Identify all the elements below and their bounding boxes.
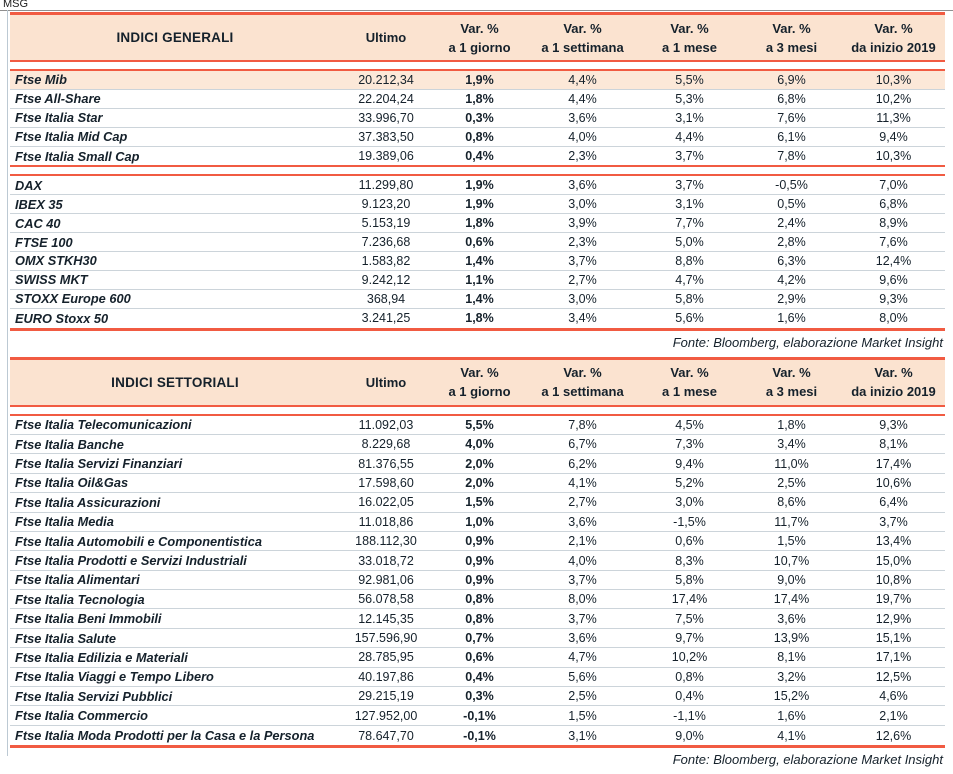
var-1w-value: 8,0%	[568, 592, 597, 607]
window-title: MSG	[3, 0, 31, 10]
table-indici-generali	[10, 12, 945, 331]
table-row	[10, 493, 945, 512]
var-ytd-value: 8,1%	[879, 437, 908, 452]
var-ytd-value: 12,9%	[875, 611, 912, 626]
var-3m-value: 6,9%	[777, 72, 806, 87]
index-name: Ftse Italia Servizi Pubblici	[15, 688, 173, 704]
index-name: OMX STKH30	[15, 253, 97, 269]
ultimo-value: 78.647,70	[358, 728, 414, 743]
var-3m-value: 1,6%	[777, 311, 806, 326]
index-name: Ftse Italia Mid Cap	[15, 129, 128, 145]
var-3m-value: 0,5%	[777, 197, 806, 212]
index-name: Ftse Mib	[15, 72, 67, 88]
index-name: Ftse Italia Servizi Finanziari	[15, 456, 183, 472]
var-1g-value: 0,3%	[465, 689, 494, 704]
ultimo-value: 127.952,00	[354, 708, 418, 723]
var-1m-value: 5,8%	[675, 572, 704, 587]
ultimo-value: 17.598,60	[358, 475, 414, 490]
var-1w-value: 2,3%	[568, 149, 597, 163]
var-1w-value: 4,4%	[568, 91, 597, 106]
var-3m-value: -0,5%	[775, 178, 808, 193]
var-3m-value: 1,6%	[777, 708, 806, 723]
var-ytd-value: 15,0%	[875, 553, 912, 568]
var-1m-value: 3,7%	[675, 178, 704, 193]
index-name: Ftse Italia Alimentari	[15, 572, 140, 588]
var-1m-value: 5,6%	[675, 311, 704, 326]
table-row	[10, 128, 945, 147]
var-3m-value: 1,8%	[777, 417, 806, 432]
table-row	[10, 609, 945, 628]
index-name: Ftse Italia Media	[15, 514, 114, 530]
var-ytd-value: 7,6%	[879, 235, 908, 250]
table-row	[10, 416, 945, 435]
var-1m-value: 5,3%	[675, 91, 704, 106]
var-1w-value: 4,0%	[568, 129, 597, 144]
var-1w-value: 1,5%	[568, 708, 597, 723]
index-name: Ftse Italia Telecomunicazioni	[15, 417, 192, 433]
table-row	[10, 71, 945, 90]
var-1m-value: 4,7%	[675, 272, 704, 287]
column-header-ultimo: Ultimo	[365, 374, 407, 390]
index-name: Ftse Italia Oil&Gas	[15, 475, 129, 491]
var-ytd-value: 7,0%	[879, 178, 908, 193]
var-3m-value: 6,1%	[777, 129, 806, 144]
group-divider	[10, 165, 945, 176]
var-1w-value: 4,7%	[568, 650, 597, 665]
table-row	[10, 687, 945, 706]
window-top-border	[0, 10, 953, 11]
table-row	[10, 252, 945, 271]
var-1g-value: 0,4%	[465, 149, 494, 163]
ultimo-value: 19.389,06	[358, 149, 414, 163]
var-1w-value: 3,1%	[568, 728, 597, 743]
ultimo-value: 92.981,06	[358, 572, 414, 587]
ultimo-value: 16.022,05	[358, 495, 414, 510]
table-body	[10, 71, 945, 328]
var-1m-value: 4,4%	[675, 129, 704, 144]
var-1m-value: 7,5%	[675, 611, 704, 626]
var-ytd-value: 12,4%	[875, 253, 912, 268]
var-1g-value: 1,4%	[465, 253, 494, 268]
var-3m-value: 8,6%	[777, 495, 806, 510]
table-row	[10, 109, 945, 128]
table-row	[10, 90, 945, 109]
var-ytd-value: 9,3%	[879, 291, 908, 306]
table-row	[10, 726, 945, 745]
window-left-border	[7, 10, 8, 756]
table-row	[10, 147, 945, 166]
table-row	[10, 474, 945, 493]
source-note-row	[10, 331, 945, 357]
var-1m-value: 9,0%	[675, 728, 704, 743]
table-row	[10, 214, 945, 233]
var-ytd-value: 11,3%	[876, 110, 911, 125]
header-divider	[10, 60, 945, 71]
ultimo-value: 368,94	[366, 291, 406, 306]
source-note: Fonte: Bloomberg, elaborazione Market Insight	[672, 334, 943, 350]
var-ytd-value: 12,5%	[875, 669, 912, 684]
index-name: EURO Stoxx 50	[15, 310, 109, 326]
var-ytd-value: 15,1%	[875, 631, 912, 646]
var-1m-value: -1,1%	[673, 708, 706, 723]
var-1w-value: 2,3%	[568, 235, 597, 250]
index-name: Ftse Italia Beni Immobili	[15, 611, 162, 627]
var-ytd-value: 10,8%	[875, 572, 912, 587]
var-3m-value: 11,7%	[774, 514, 809, 529]
var-1g-value: 0,8%	[465, 611, 494, 626]
ultimo-value: 20.212,34	[358, 72, 414, 87]
table-indici-settoriali	[10, 357, 945, 749]
var-ytd-value: 9,4%	[879, 129, 908, 144]
var-1m-value: 0,6%	[675, 534, 704, 549]
var-1m-value: 10,2%	[671, 650, 708, 665]
table-row	[10, 233, 945, 252]
var-ytd-value: 9,6%	[879, 272, 908, 287]
index-name: FTSE 100	[15, 234, 73, 250]
ultimo-value: 9.242,12	[361, 272, 411, 287]
ultimo-value: 56.078,58	[358, 592, 414, 607]
var-1m-value: 5,0%	[675, 235, 704, 250]
var-1m-value: 17,4%	[671, 592, 708, 607]
ultimo-value: 28.785,95	[358, 650, 414, 665]
var-1g-value: 1,1%	[465, 272, 494, 287]
var-1w-value: 6,2%	[568, 456, 597, 471]
table-row	[10, 629, 945, 648]
var-3m-value: 1,5%	[777, 534, 806, 549]
var-1m-value: 0,8%	[675, 669, 704, 684]
table-row	[10, 513, 945, 532]
var-1m-value: 3,1%	[675, 197, 704, 212]
var-1m-value: 3,7%	[675, 149, 704, 163]
var-1g-value: 0,8%	[465, 592, 494, 607]
var-1g-value: 2,0%	[465, 475, 494, 490]
ultimo-value: 188.112,30	[355, 534, 417, 549]
var-ytd-value: 10,6%	[875, 475, 912, 490]
var-1g-value: 4,0%	[465, 437, 494, 452]
ultimo-value: 7.236,68	[361, 235, 411, 250]
var-1m-value: 0,4%	[675, 689, 704, 704]
var-1w-value: 7,8%	[568, 417, 597, 432]
var-ytd-value: 17,4%	[875, 456, 912, 471]
var-3m-value: 17,4%	[773, 592, 810, 607]
var-3m-value: 11,0%	[774, 456, 809, 471]
table-row	[10, 551, 945, 570]
ultimo-value: 22.204,24	[358, 91, 414, 106]
var-1w-value: 3,6%	[568, 178, 597, 193]
var-1m-value: 9,4%	[675, 456, 704, 471]
var-1g-value: -0,1%	[463, 728, 496, 743]
var-1g-value: 0,3%	[465, 110, 494, 125]
var-1g-value: 0,9%	[465, 553, 494, 568]
table-header-row	[10, 15, 945, 60]
ultimo-value: 33.018,72	[358, 553, 414, 568]
var-ytd-value: 10,3%	[875, 149, 912, 163]
ultimo-value: 29.215,19	[358, 689, 414, 704]
table-row	[10, 668, 945, 687]
var-1m-value: 7,7%	[675, 216, 704, 231]
var-1m-value: 4,5%	[675, 417, 704, 432]
table-row	[10, 648, 945, 667]
ultimo-value: 33.996,70	[358, 110, 414, 125]
ultimo-value: 11.092,03	[358, 417, 414, 432]
index-name: Ftse Italia Assicurazioni	[15, 494, 161, 510]
var-1m-value: 5,2%	[675, 475, 704, 490]
column-header-var-1-giorno: Var. % a 1 giorno	[448, 365, 511, 400]
var-1w-value: 3,7%	[568, 253, 597, 268]
ultimo-value: 40.197,86	[358, 669, 414, 684]
index-name: Ftse Italia Viaggi e Tempo Libero	[15, 669, 214, 685]
var-3m-value: 6,3%	[777, 253, 806, 268]
var-ytd-value: 4,6%	[879, 689, 908, 704]
column-header-var-da-inizio-2019: Var. % da inizio 2019	[851, 20, 936, 55]
table-row	[10, 195, 945, 214]
var-ytd-value: 8,0%	[879, 311, 908, 326]
var-1g-value: 0,6%	[465, 650, 494, 665]
var-1g-value: 1,5%	[465, 495, 494, 510]
var-ytd-value: 12,6%	[875, 728, 912, 743]
table-row	[10, 290, 945, 309]
var-3m-value: 3,4%	[777, 437, 806, 452]
var-ytd-value: 2,1%	[879, 708, 908, 723]
table-row	[10, 271, 945, 290]
var-3m-value: 3,2%	[777, 669, 806, 684]
var-1w-value: 2,5%	[568, 689, 597, 704]
var-1m-value: 7,3%	[675, 437, 704, 452]
var-3m-value: 9,0%	[777, 572, 806, 587]
var-1g-value: 0,6%	[465, 235, 494, 250]
var-3m-value: 3,6%	[777, 611, 806, 626]
var-3m-value: 2,4%	[777, 216, 806, 231]
var-1w-value: 2,7%	[568, 272, 597, 287]
table-title: INDICI SETTORIALI	[111, 374, 239, 390]
var-1w-value: 2,7%	[568, 495, 597, 510]
var-1w-value: 4,4%	[568, 72, 597, 87]
ultimo-value: 1.583,82	[361, 253, 411, 268]
ultimo-value: 11.018,86	[358, 514, 414, 529]
var-1w-value: 3,6%	[568, 110, 597, 125]
var-3m-value: 8,1%	[777, 650, 806, 665]
var-1w-value: 3,4%	[568, 311, 597, 326]
var-1g-value: 0,8%	[465, 129, 494, 144]
var-ytd-value: 10,2%	[875, 91, 912, 106]
var-1g-value: 0,7%	[465, 631, 494, 646]
var-1w-value: 3,7%	[568, 611, 597, 626]
ultimo-value: 81.376,55	[358, 456, 414, 471]
var-1w-value: 3,7%	[568, 572, 597, 587]
table-row	[10, 176, 945, 195]
ultimo-value: 3.241,25	[361, 311, 411, 326]
index-name: CAC 40	[15, 215, 61, 231]
var-1w-value: 4,0%	[568, 553, 597, 568]
var-1m-value: -1,5%	[673, 514, 706, 529]
var-3m-value: 2,9%	[777, 291, 806, 306]
var-1w-value: 2,1%	[568, 534, 597, 549]
var-1g-value: 1,0%	[465, 514, 494, 529]
index-name: Ftse Italia Commercio	[15, 708, 148, 724]
table-row	[10, 571, 945, 590]
table-title: INDICI GENERALI	[116, 30, 234, 45]
var-1g-value: 1,8%	[465, 91, 494, 106]
var-3m-value: 2,5%	[777, 475, 806, 490]
var-1w-value: 3,6%	[568, 631, 597, 646]
column-header-var-1-settimana: Var. % a 1 settimana	[541, 365, 624, 400]
var-ytd-value: 10,3%	[875, 72, 912, 87]
var-1m-value: 8,3%	[675, 553, 704, 568]
var-1m-value: 9,7%	[675, 631, 704, 646]
index-name: Ftse Italia Prodotti e Servizi Industriali	[15, 553, 247, 568]
var-1g-value: 2,0%	[465, 456, 494, 471]
ultimo-value: 5.153,19	[361, 216, 411, 231]
var-1g-value: 1,9%	[465, 197, 494, 212]
var-1g-value: 0,4%	[465, 669, 494, 684]
var-ytd-value: 3,7%	[879, 514, 908, 529]
var-1g-value: 1,9%	[465, 72, 494, 87]
ultimo-value: 8.229,68	[361, 437, 411, 452]
index-name: Ftse Italia Tecnologia	[15, 591, 145, 607]
table-body	[10, 416, 945, 746]
table-row	[10, 532, 945, 551]
index-name: Ftse Italia Star	[15, 110, 103, 126]
table-row	[10, 435, 945, 454]
var-3m-value: 6,8%	[777, 91, 806, 106]
column-header-var-1-giorno: Var. % a 1 giorno	[448, 20, 511, 55]
var-1w-value: 3,6%	[568, 514, 597, 529]
index-name: Ftse Italia Moda Prodotti per la Casa e la Persona	[15, 728, 315, 744]
var-1g-value: 5,5%	[465, 417, 494, 432]
index-name: DAX	[15, 177, 43, 193]
ultimo-value: 157.596,90	[354, 631, 418, 646]
var-1g-value: 1,8%	[465, 311, 494, 326]
var-1w-value: 4,1%	[568, 475, 597, 490]
table-row	[10, 590, 945, 609]
index-name: Ftse Italia Small Cap	[15, 148, 140, 164]
var-1g-value: 1,4%	[465, 291, 494, 306]
table-row	[10, 454, 945, 473]
source-note: Fonte: Bloomberg, elaborazione Market Insight	[672, 752, 943, 768]
var-ytd-value: 17,1%	[875, 650, 912, 665]
var-1m-value: 8,8%	[675, 253, 704, 268]
var-1g-value: 1,8%	[465, 216, 494, 231]
index-name: Ftse Italia Salute	[15, 630, 116, 646]
var-ytd-value: 9,3%	[879, 417, 908, 432]
var-1m-value: 3,0%	[675, 495, 704, 510]
header-divider	[10, 405, 945, 416]
var-1g-value: 1,9%	[465, 178, 494, 193]
index-name: Ftse Italia Edilizia e Materiali	[15, 649, 188, 665]
var-ytd-value: 6,4%	[879, 495, 908, 510]
var-1m-value: 5,5%	[675, 72, 704, 87]
var-ytd-value: 6,8%	[879, 197, 908, 212]
index-name: Ftse All-Share	[15, 91, 101, 107]
column-header-var-1-mese: Var. % a 1 mese	[662, 365, 717, 400]
var-3m-value: 10,7%	[773, 553, 810, 568]
var-1w-value: 5,6%	[568, 669, 597, 684]
index-name: SWISS MKT	[15, 272, 88, 288]
var-ytd-value: 19,7%	[875, 592, 912, 607]
var-1w-value: 3,0%	[568, 197, 597, 212]
var-3m-value: 7,8%	[777, 149, 806, 163]
index-name: STOXX Europe 600	[15, 291, 131, 307]
ultimo-value: 37.383,50	[358, 129, 414, 144]
column-header-ultimo: Ultimo	[365, 30, 407, 45]
source-note-row	[10, 748, 945, 774]
column-header-var-3-mesi: Var. % a 3 mesi	[765, 20, 818, 55]
index-name: IBEX 35	[15, 196, 63, 212]
var-ytd-value: 13,4%	[875, 534, 912, 549]
var-3m-value: 4,2%	[777, 272, 806, 287]
column-header-var-3-mesi: Var. % a 3 mesi	[765, 365, 818, 400]
ultimo-value: 11.299,80	[358, 178, 414, 193]
var-3m-value: 15,2%	[773, 689, 810, 704]
var-1g-value: 0,9%	[465, 534, 494, 549]
var-1g-value: -0,1%	[463, 708, 496, 723]
var-3m-value: 13,9%	[773, 631, 810, 646]
var-ytd-value: 8,9%	[879, 216, 908, 231]
var-1w-value: 6,7%	[568, 437, 597, 452]
var-3m-value: 7,6%	[777, 110, 806, 125]
var-1w-value: 3,9%	[568, 216, 597, 231]
column-header-var-1-mese: Var. % a 1 mese	[662, 20, 717, 55]
index-name: Ftse Italia Automobili e Componentistica	[15, 533, 262, 549]
column-header-var-1-settimana: Var. % a 1 settimana	[541, 20, 624, 55]
index-name: Ftse Italia Banche	[15, 436, 124, 452]
var-1g-value: 0,9%	[465, 572, 494, 587]
var-3m-value: 2,8%	[777, 235, 806, 250]
var-1m-value: 5,8%	[675, 291, 704, 306]
ultimo-value: 12.145,35	[358, 611, 414, 626]
table-header-row	[10, 360, 945, 405]
table-row	[10, 309, 945, 328]
ultimo-value: 9.123,20	[361, 197, 411, 212]
var-1w-value: 3,0%	[568, 291, 597, 306]
report-content	[10, 12, 945, 774]
var-1m-value: 3,1%	[675, 110, 704, 125]
var-3m-value: 4,1%	[777, 728, 806, 743]
table-row	[10, 706, 945, 725]
column-header-var-da-inizio-2019: Var. % da inizio 2019	[851, 365, 936, 400]
